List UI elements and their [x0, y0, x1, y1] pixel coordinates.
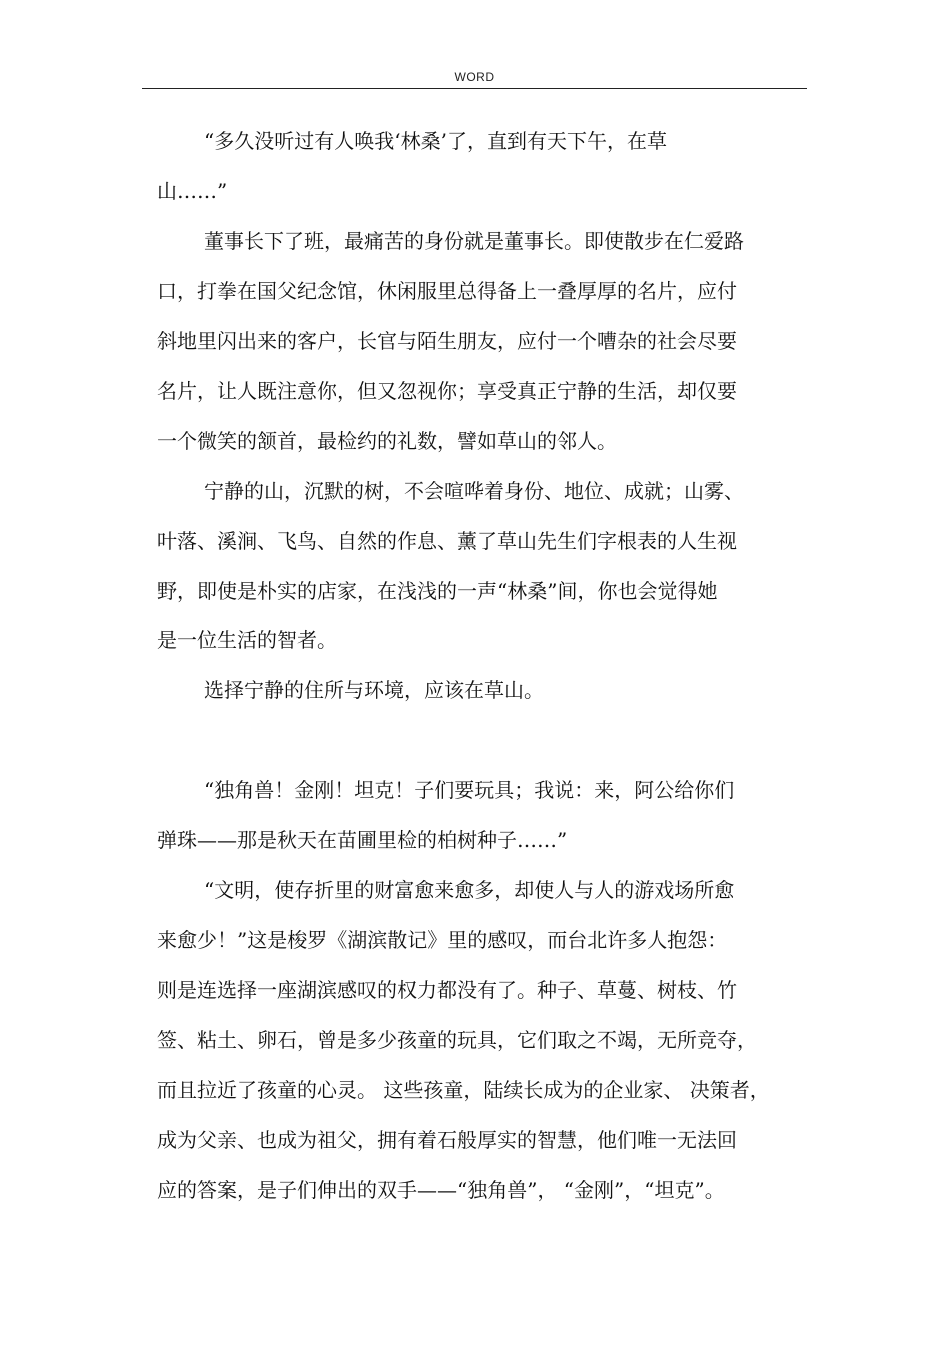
page-header: WORD	[454, 70, 495, 84]
text-line: 一个微笑的颔首，最检约的礼数，譬如草山的邻人。	[157, 429, 617, 453]
text-line: 选择宁静的住所与环境，应该在草山。	[204, 678, 544, 702]
text-line: 签、粘土、卵石，曾是多少孩童的玩具，它们取之不竭，无所竞夺，	[157, 1028, 757, 1052]
text-line: 是一位生活的智者。	[157, 628, 337, 652]
text-line: 应的答案，是子们伸出的双手——“独角兽”， “金刚”，“坦克”。	[157, 1178, 725, 1202]
text-line: 叶落、溪涧、飞鸟、自然的作息、薰了草山先生们字根表的人生视	[157, 529, 737, 553]
text-line: 弹珠——那是秋天在苗圃里检的柏树种子……”	[157, 828, 568, 852]
text-line: 野，即使是朴实的店家，在浅浅的一声“林桑”间，你也会觉得她	[157, 579, 718, 603]
text-line: 来愈少！”这是梭罗《湖滨散记》里的感叹，而台北许多人抱怨：	[157, 928, 728, 952]
text-line: 名片，让人既注意你，但又忽视你；享受真正宁静的生活，却仅要	[157, 379, 737, 403]
text-line: 宁静的山，沉默的树，不会喧哗着身份、地位、成就；山雾、	[204, 479, 744, 503]
text-line: 则是连选择一座湖滨感叹的权力都没有了。种子、草蔓、树枝、竹	[157, 978, 737, 1002]
text-line: 董事长下了班，最痛苦的身份就是董事长。即使散步在仁爱路	[204, 229, 744, 253]
text-line: 口，打拳在国父纪念馆，休闲服里总得备上一叠厚厚的名片，应付	[157, 279, 737, 303]
text-line: 斜地里闪出来的客户，长官与陌生朋友，应付一个嘈杂的社会尽要	[157, 329, 737, 353]
text-line: 山……”	[157, 179, 228, 203]
header-rule	[142, 88, 807, 89]
text-line: 成为父亲、也成为祖父，拥有着石般厚实的智慧，他们唯一无法回	[157, 1128, 737, 1152]
text-line: “独角兽！金刚！坦克！子们要玩具；我说：来，阿公给你们	[204, 778, 735, 802]
text-line: “文明，使存折里的财富愈来愈多，却使人与人的游戏场所愈	[204, 878, 735, 902]
text-line: “多久没听过有人唤我‘林桑’了，直到有天下午，在草	[204, 129, 667, 153]
text-line: 而且拉近了孩童的心灵。 这些孩童，陆续长成为的企业家、 决策者，	[157, 1078, 770, 1102]
